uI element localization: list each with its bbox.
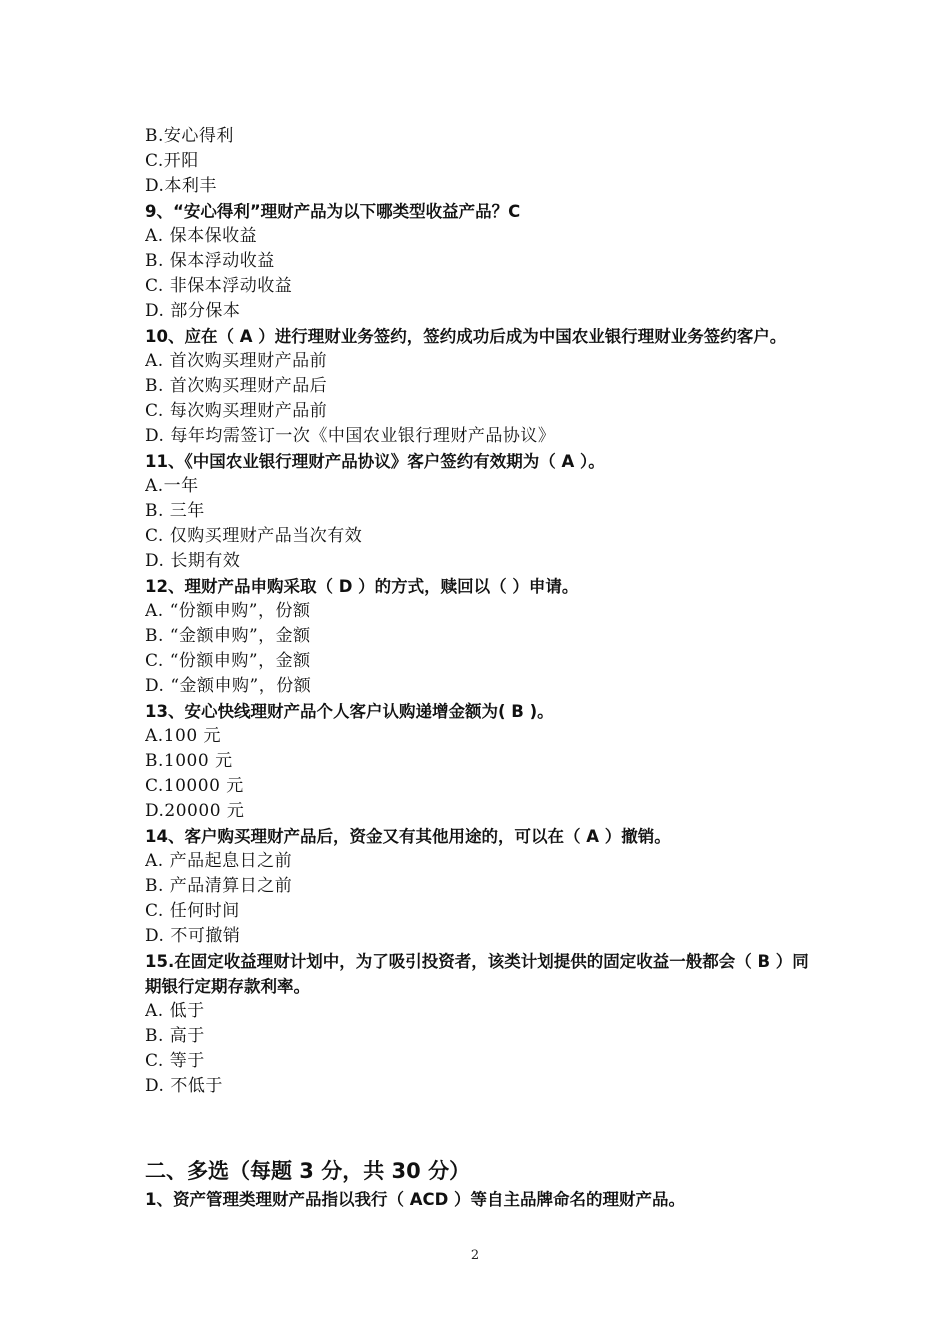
- option-line: D. “金额申购”，份额: [145, 676, 312, 696]
- option-line: C. 仅购买理财产品当次有效: [145, 526, 363, 546]
- section-title: 二、多选（每题 3 分，共 30 分）: [145, 1159, 471, 1183]
- option-line: A. 保本保收益: [145, 226, 258, 246]
- option-line: A. 低于: [145, 1001, 205, 1021]
- option-line: C. 等于: [145, 1051, 205, 1071]
- option-line: C. 任何时间: [145, 901, 240, 921]
- option-line: B.1000 元: [145, 751, 233, 771]
- option-line: C.10000 元: [145, 776, 244, 796]
- option-line: A. 首次购买理财产品前: [145, 351, 328, 371]
- option-line: D.本利丰: [145, 176, 217, 196]
- option-line: A. “份额申购”，份额: [145, 601, 311, 621]
- question-11: 11、《中国农业银行理财产品协议》客户签约有效期为（ A ）。: [145, 452, 605, 471]
- option-line: C. 非保本浮动收益: [145, 276, 293, 296]
- question-multi-1: 1、资产管理类理财产品指以我行（ ACD ）等自主品牌命名的理财产品。: [145, 1190, 686, 1209]
- question-10: 10、应在（ A ）进行理财业务签约，签约成功后成为中国农业银行理财业务签约客户。: [145, 327, 787, 346]
- option-line: D.20000 元: [145, 801, 245, 821]
- question-12: 12、理财产品申购采取（ D ）的方式，赎回以（ ）申请。: [145, 577, 579, 596]
- question-15: 15.在固定收益理财计划中，为了吸引投资者，该类计划提供的固定收益一般都会（ B ）同期银行定期存款利率。: [145, 952, 809, 996]
- option-line: B. 保本浮动收益: [145, 251, 275, 271]
- option-line: D. 不可撤销: [145, 926, 241, 946]
- option-line: D. 不低于: [145, 1076, 223, 1096]
- option-line: B. 产品清算日之前: [145, 876, 293, 896]
- question-9: 9、“安心得利”理财产品为以下哪类型收益产品？C: [145, 202, 521, 221]
- option-line: B. 高于: [145, 1026, 205, 1046]
- option-line: A.100 元: [145, 726, 222, 746]
- option-line: C. 每次购买理财产品前: [145, 401, 328, 421]
- option-line: B. “金额申购”，金额: [145, 626, 311, 646]
- page-number: 2: [470, 1248, 480, 1263]
- question-13: 13、安心快线理财产品个人客户认购递增金额为( B )。: [145, 702, 554, 721]
- question-14: 14、客户购买理财产品后，资金又有其他用途的，可以在（ A ）撤销。: [145, 827, 671, 846]
- option-line: A.一年: [145, 476, 199, 496]
- option-line: B.安心得利: [145, 126, 234, 146]
- option-line: D. 每年均需签订一次《中国农业银行理财产品协议》: [145, 426, 556, 446]
- option-line: C. “份额申购”，金额: [145, 651, 311, 671]
- section-gap: [145, 1099, 825, 1149]
- option-line: D. 部分保本: [145, 301, 241, 321]
- page-content: [145, 124, 825, 1212]
- option-line: C.开阳: [145, 151, 199, 171]
- option-line: B. 首次购买理财产品后: [145, 376, 328, 396]
- option-line: D. 长期有效: [145, 551, 241, 571]
- option-line: A. 产品起息日之前: [145, 851, 293, 871]
- option-line: B. 三年: [145, 501, 205, 521]
